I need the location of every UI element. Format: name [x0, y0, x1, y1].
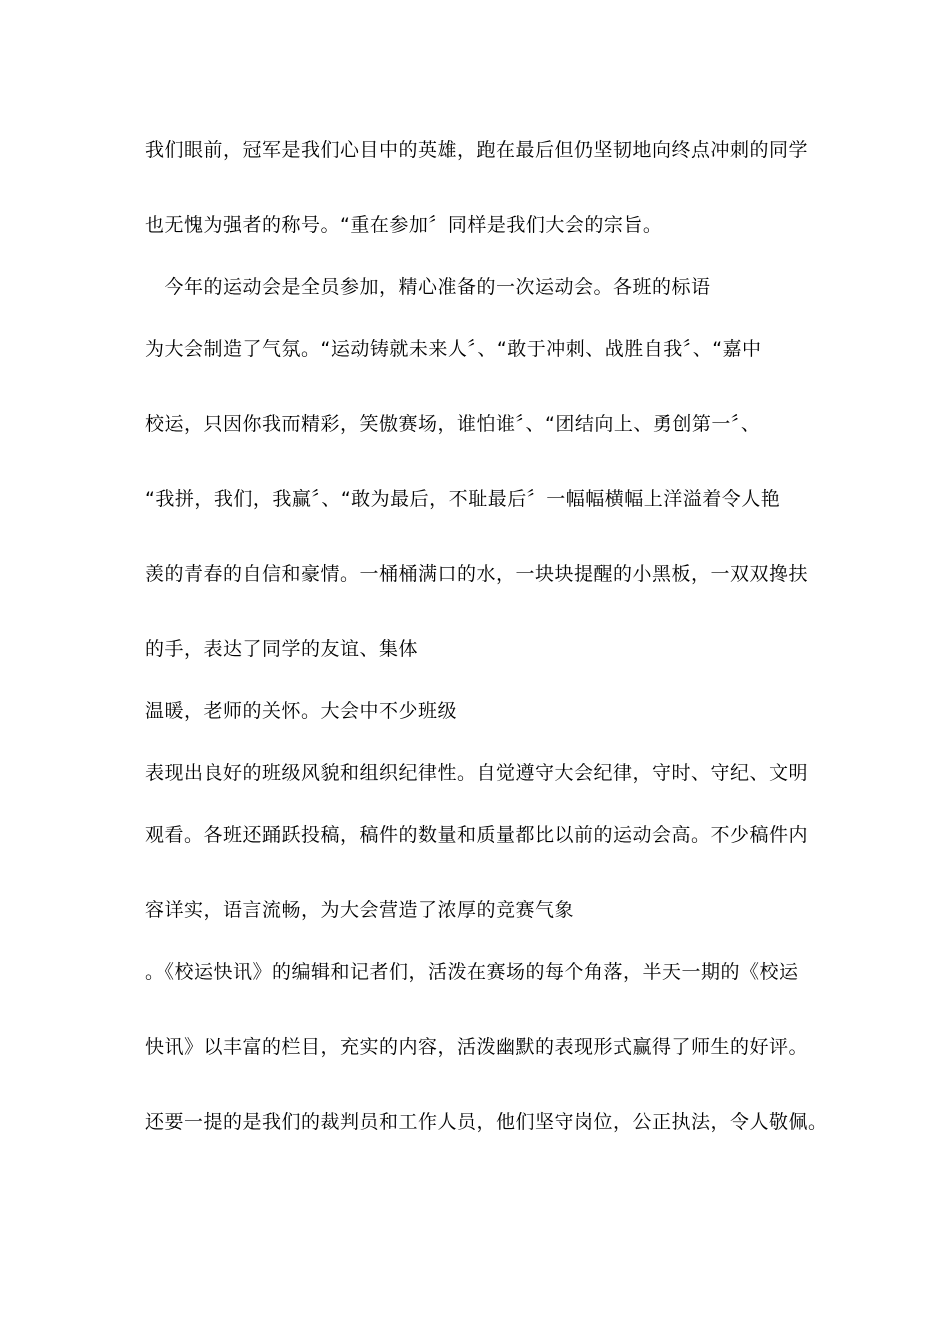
paragraph-line: 温暖，老师的关怀。大会中不少班级: [145, 700, 458, 722]
paragraph-line: 为大会制造了气氛。“运动铸就未来人〞、“敢于冲刺、战胜自我〞、“嘉中: [145, 338, 762, 360]
paragraph-line: 快讯》以丰富的栏目，充实的内容，活泼幽默的表现形式赢得了师生的好评。: [145, 1036, 809, 1058]
paragraph-line: 容详实，语言流畅，为大会营造了浓厚的竞赛气象: [145, 899, 575, 921]
paragraph-line: 校运，只因你我而精彩，笑傲赛场，谁怕谁〞、“团结向上、勇创第一〞、: [145, 413, 761, 435]
paragraph-line: 表现出良好的班级风貌和组织纪律性。自觉遵守大会纪律，守时、守纪、文明: [145, 762, 809, 784]
paragraph-line: 的手，表达了同学的友谊、集体: [145, 638, 419, 660]
paragraph-line: 。《校运快讯》的编辑和记者们，活泼在赛场的每个角落，半天一期的《校运: [145, 961, 799, 983]
paragraph-line: “我拼，我们，我赢〞、“敢为最后，不耻最后〞一幅幅横幅上洋溢着令人艳: [145, 488, 781, 510]
paragraph-line: 观看。各班还踊跃投稿，稿件的数量和质量都比以前的运动会高。不少稿件内: [145, 824, 809, 846]
paragraph-line: 也无愧为强者的称号。“重在参加〞同样是我们大会的宗旨。: [145, 214, 663, 236]
paragraph-line: 羡的青春的自信和豪情。一桶桶满口的水，一块块提醒的小黑板，一双双搀扶: [145, 563, 809, 585]
paragraph-line: 我们眼前，冠军是我们心目中的英雄，跑在最后但仍坚韧地向终点冲刺的同学: [145, 139, 809, 161]
paragraph-line: 今年的运动会是全员参加，精心准备的一次运动会。各班的标语: [145, 276, 711, 298]
paragraph-line: 还要一提的是我们的裁判员和工作人员，他们坚守岗位，公正执法，令人敬佩。: [145, 1111, 828, 1133]
